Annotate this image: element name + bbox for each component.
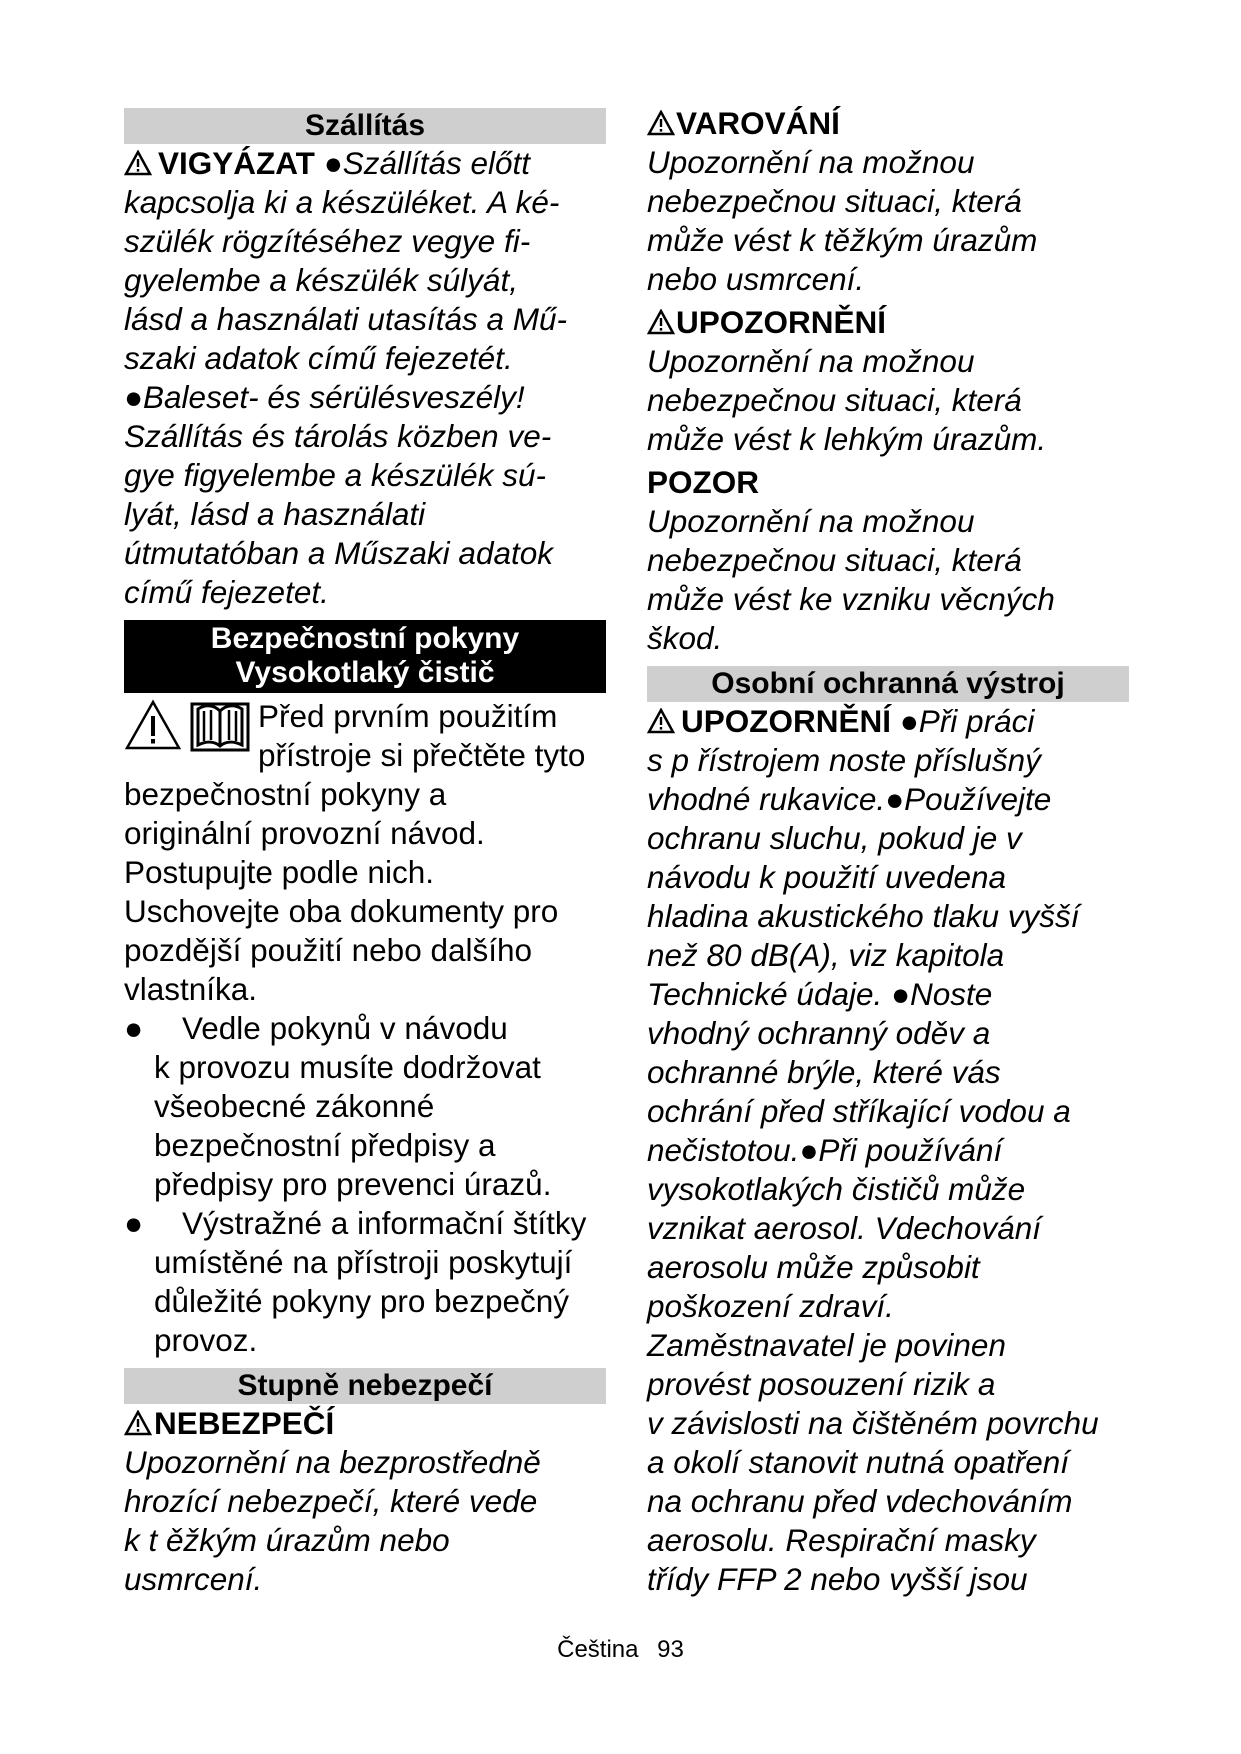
transport-text-line: Szállítás és tárolás közben ve- [124, 418, 552, 454]
bullet-line: k provozu musíte dodržovat [154, 1049, 541, 1085]
ppe-text-line: ochranu sluchu, pokud je v [647, 820, 1022, 856]
caution-text-line: Upozornění na možnou [647, 343, 975, 379]
warning-text-line: nebo usmrcení. [647, 261, 865, 297]
notice-text-line: může vést ke vzniku věcných [647, 581, 1055, 617]
warning-triangle-icon [647, 110, 675, 136]
ppe-text-line: ochrání před stříkající vodou a [647, 1093, 1071, 1129]
ppe-text-line: návodu k použití uvedena [647, 859, 1007, 895]
ppe-text-line: než 80 dB(A), viz kapitola [647, 937, 1005, 973]
ppe-caution-text: ●Při práci [899, 703, 1035, 739]
ppe-caution-label: UPOZORNĚNÍ [681, 703, 892, 739]
safety-text-line: Uschovejte oba dokumenty pro [124, 893, 559, 929]
ppe-text-line: vhodný ochranný oděv a [647, 1015, 991, 1051]
danger-text-line: hrozící nebezpečí, které vede [124, 1483, 538, 1519]
transport-text-line: szaki adatok című fejezetét. [124, 340, 513, 376]
bullet-line: bezpečnostní předpisy a [154, 1127, 496, 1163]
safety-text-line: Postupujte podle nich. [124, 854, 434, 890]
danger-text-line: usmrcení. [124, 1561, 263, 1597]
warning-triangle-icon [124, 699, 182, 751]
transport-text-line: gyelembe a készülék súlyát, [124, 262, 518, 298]
transport-text-line: lásd a használati utasítás a Mű- [124, 301, 567, 337]
warning-label-line [647, 104, 1129, 143]
right-column [647, 104, 1129, 1599]
warning-label: VAROVÁNÍ [676, 105, 840, 141]
ppe-text-line: třídy FFP 2 nebo vyšší jsou [647, 1561, 1028, 1597]
safety-text-line: originální provozní návod. [124, 815, 485, 851]
safety-text-line: pozdější použití nebo dalšího [124, 932, 533, 968]
ppe-text-line: aerosolu. Respirační masky [647, 1522, 1036, 1558]
bullet-line: všeobecné zákonné [154, 1088, 435, 1124]
bullet-line: Vedle pokynů v návodu [182, 1010, 508, 1046]
transport-text-line: lyát, lásd a használati [124, 496, 426, 532]
danger-label: NEBEZPEČÍ [154, 1405, 335, 1441]
warning-text-line: může vést k těžkým úrazům [647, 222, 1038, 258]
page-number: 93 [657, 1636, 684, 1663]
safety-text-line: bezpečnostní pokyny a [124, 776, 447, 812]
notice-text-line: škod. [647, 620, 723, 656]
ppe-text-line: v závislosti na čištěném povrchu [647, 1405, 1099, 1441]
safety-text-line: vlastníka. [124, 971, 258, 1007]
bullet-line: provoz. [154, 1322, 258, 1358]
notice-text-line: Upozornění na možnou [647, 503, 975, 539]
left-column [124, 104, 606, 1599]
ppe-text-line: vhodné rukavice.●Používejte [647, 781, 1052, 817]
section-heading-transport: Szállítás [124, 108, 606, 144]
warning-text-line: Upozornění na možnou [647, 144, 975, 180]
ppe-text-line: ochranné brýle, které vás [647, 1054, 1001, 1090]
read-manual-notice [124, 697, 606, 775]
danger-text-line: k t ěžkým úrazům nebo [124, 1522, 450, 1558]
section-heading-ppe: Osobní ochranná výstroj [647, 666, 1129, 702]
bullet-line: umístěné na přístroji poskytují [154, 1244, 573, 1280]
transport-text-line: szülék rögzítéséhez vegye fi- [124, 223, 531, 259]
ppe-text-line: Zaměstnavatel je povinen [647, 1327, 1006, 1363]
transport-text-line: gye figyelembe a készülék sú- [124, 457, 546, 493]
warning-text-line: nebezpečnou situaci, která [647, 183, 1022, 219]
transport-text-line: ●Baleset- és sérülésveszély! [124, 379, 525, 415]
ppe-text-line: poškození zdraví. [647, 1288, 894, 1324]
ppe-first-line [647, 702, 1129, 741]
bullet-icon: ● [124, 1010, 144, 1046]
transport-first-line [124, 144, 606, 183]
notice-label: POZOR [647, 464, 760, 500]
transport-text-line: című fejezetet. [124, 574, 329, 610]
safety-heading-line-2: Vysokotlaký čistič [235, 656, 495, 689]
footer-language: Čeština [557, 1636, 639, 1663]
list-item [124, 1204, 606, 1360]
section-heading-danger-levels: Stupně nebezpečí [124, 1368, 606, 1404]
ppe-text-line: nečistotou.●Při používání [647, 1132, 1003, 1168]
bullet-icon: ● [124, 1205, 144, 1241]
ppe-text-line: na ochranu před vdechováním [647, 1483, 1073, 1519]
ppe-text-line: hladina akustického tlaku vyšší [647, 898, 1080, 934]
ppe-text-line: Technické údaje. ●Noste [647, 976, 993, 1012]
safety-icon-line: Před prvním použitím [258, 698, 558, 734]
bullet-line: Výstražné a informační štítky [182, 1205, 587, 1241]
transport-caution-label: VIGYÁZAT [158, 145, 315, 181]
ppe-text-line: provést posouzení rizik a [647, 1366, 996, 1402]
safety-heading-line-1: Bezpečnostní pokyny [210, 622, 520, 655]
caution-label-line [647, 303, 1129, 342]
bullet-line: důležité pokyny pro bezpečný [154, 1283, 570, 1319]
list-item [124, 1009, 606, 1204]
manual-book-icon [190, 699, 250, 755]
caution-label: UPOZORNĚNÍ [676, 304, 887, 340]
ppe-text-line: vznikat aerosol. Vdechování [647, 1210, 1041, 1246]
bullet-text [154, 1009, 551, 1204]
warning-triangle-icon [124, 150, 152, 176]
caution-text-line: může vést k lehkým úrazům. [647, 421, 1047, 457]
section-heading-safety [124, 620, 606, 693]
transport-text-line: útmutatóban a Műszaki adatok [124, 535, 554, 571]
warning-triangle-icon [647, 708, 675, 734]
warning-triangle-icon [647, 309, 675, 335]
danger-text-line: Upozornění na bezprostředně [124, 1444, 541, 1480]
safety-icon-line: přístroje si přečtěte tyto [258, 737, 586, 773]
ppe-text-line: a okolí stanovit nutná opatření [647, 1444, 1070, 1480]
caution-text-line: nebezpečnou situaci, která [647, 382, 1022, 418]
page-footer [0, 1636, 1241, 1664]
ppe-text-line: aerosolu může způsobit [647, 1249, 980, 1285]
safety-icons [124, 699, 250, 755]
ppe-text-line: s p řístrojem noste příslušný [647, 742, 1041, 778]
danger-label-line [124, 1404, 606, 1443]
transport-text-line: kapcsolja ki a készüléket. A ké- [124, 184, 560, 220]
bullet-text [154, 1204, 586, 1360]
ppe-text-line: vysokotlakých čističů může [647, 1171, 1026, 1207]
notice-text-line: nebezpečnou situaci, která [647, 542, 1022, 578]
read-manual-text [258, 697, 585, 775]
warning-triangle-icon [124, 1410, 152, 1436]
transport-caution-text: ●Szállítás előtt [323, 145, 531, 181]
bullet-line: předpisy pro prevenci úrazů. [154, 1166, 552, 1202]
